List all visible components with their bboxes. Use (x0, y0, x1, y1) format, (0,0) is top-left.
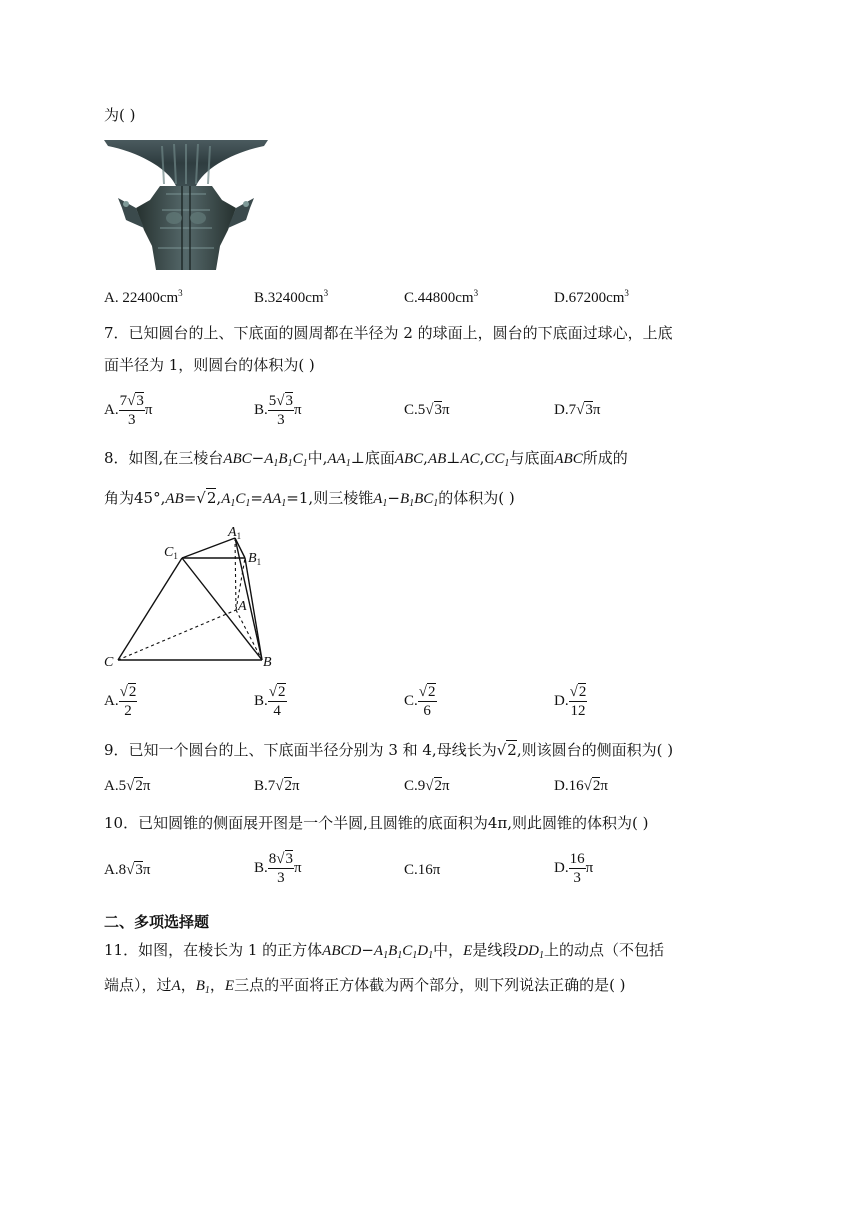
q7-stem-line1: 7．已知圆台的上、下底面的圆周都在半径为 2 的球面上，圆台的下底面过球心，上底 (104, 324, 673, 342)
q7-option-d[interactable]: D.7√3π (554, 402, 601, 418)
label-b: B (263, 655, 272, 670)
q7-option-a[interactable]: A. $\frac{7√3}{3}$ π (104, 393, 153, 428)
edge-a1a (235, 538, 236, 610)
q9-option-d[interactable]: D.16√2π (554, 778, 608, 794)
label-a1: $A_1$ (228, 525, 242, 541)
q9-option-c[interactable]: C.9√2π (404, 778, 450, 794)
q10-option-a[interactable]: A.8√3π (104, 862, 151, 878)
label-b1: $B_1$ (248, 551, 262, 567)
q6-option-d[interactable]: $D.67200cm^3$ (554, 288, 629, 306)
q6-option-c[interactable]: $C.44800cm^3$ (404, 288, 479, 306)
q8-option-a[interactable]: A. $\frac{√2}{2}$ (104, 684, 137, 719)
q8-option-d[interactable]: D. $\frac{√2}{12}$ (554, 684, 587, 719)
q9-option-b[interactable]: B.7√2π (254, 778, 300, 794)
q8-stem-line1: 8．如图,在三棱台$ABC-A_1B_1C_1$中$,AA_1\perp$底面$ABC,AB\perp AC,CC_1$与底面ABC所成的 (104, 449, 628, 469)
q11-stem-line2: 端点），过A，$B_1$，E三点的平面将正方体截为两个部分，则下列说法正确的是( ) (104, 976, 626, 996)
label-a: A (238, 599, 247, 614)
q6-option-a[interactable]: A. $22400cm^3$ (104, 288, 183, 306)
edge-c1c (118, 558, 182, 660)
edge-ca (118, 610, 236, 660)
q7-option-b[interactable]: B. $\frac{5√3}{3}$ π (254, 393, 302, 428)
label-c: C (104, 655, 114, 670)
q10-option-b[interactable]: B. $\frac{8√3}{3}$ π (254, 851, 302, 886)
q8-stem-line2: 角为$45^\circ,AB=√2,A_1C_1=AA_1=1$,则三棱锥$A_1-B_1BC_1$的体积为( ) (104, 489, 515, 509)
q6-option-b[interactable]: $B.32400cm^3$ (254, 288, 329, 306)
section-title-multiple-choice: 二、多项选择题 (104, 914, 210, 931)
q9-option-a[interactable]: A.5√2π (104, 778, 151, 794)
q8-option-b[interactable]: B. $\frac{√2}{4}$ (254, 684, 286, 719)
q8-option-c[interactable]: C. $\frac{√2}{6}$ (404, 684, 436, 719)
q10-stem: 10．已知圆锥的侧面展开图是一个半圆,且圆锥的底面积为4π,则此圆锥的体积为( ) (104, 814, 649, 832)
q10-option-d[interactable]: D. $\frac{16}{3}$ π (554, 851, 594, 886)
q8-frustum-figure (100, 518, 290, 674)
edge-c1a1 (182, 538, 235, 558)
q6-stem-tail: 为( ) (104, 106, 136, 124)
q7-stem-line2: 面半径为 1，则圆台的体积为( ) (104, 356, 315, 374)
q9-stem: 9．已知一个圆台的上、下底面半径分别为 3 和 4,母线长为√2,则该圆台的侧面积为( ) (104, 741, 674, 759)
label-c1: $C_1$ (164, 545, 178, 561)
bronze-vessel-image (104, 138, 268, 274)
q7-option-c[interactable]: C.5√3π (404, 402, 450, 418)
q11-stem-line1: 11．如图，在棱长为 1 的正方体$ABCD-A_1B_1C_1D_1$中，E是线段$DD_1$上的动点（不包括 (104, 941, 665, 961)
q10-option-c[interactable]: C.16π (404, 862, 441, 878)
